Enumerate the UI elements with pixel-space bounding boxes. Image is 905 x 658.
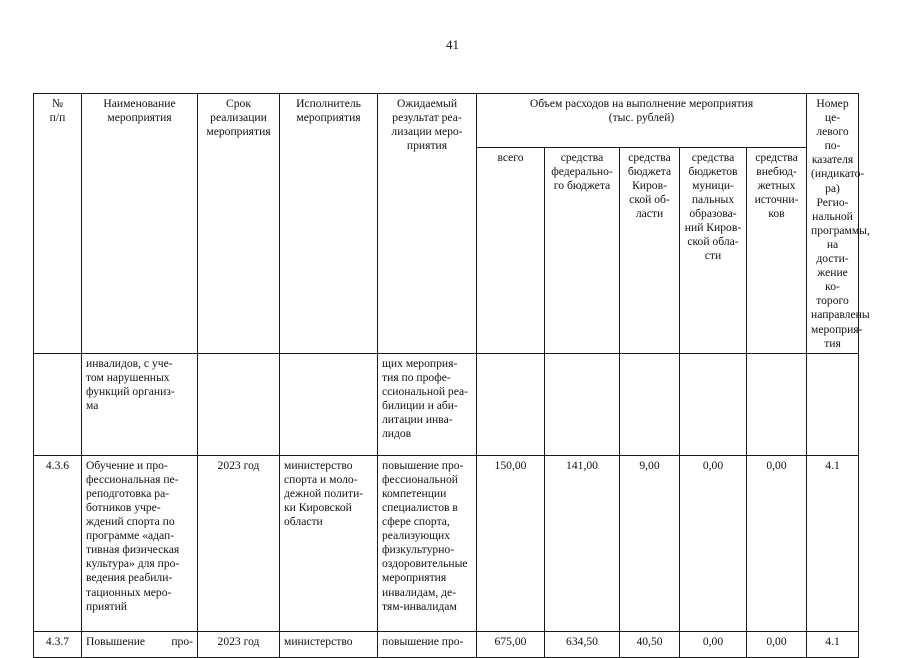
cell-indicator: 4.1 bbox=[807, 455, 859, 631]
cell-num: 4.3.7 bbox=[34, 631, 82, 657]
table-row bbox=[34, 631, 859, 657]
header-term: Срок реализации мероприятия bbox=[198, 94, 280, 354]
cell-executor bbox=[280, 353, 378, 455]
header-extrabudget: средства внебюд- жетных источни- ков bbox=[747, 147, 807, 353]
cell-indicator: 4.1 bbox=[807, 631, 859, 657]
cell-regional bbox=[620, 353, 680, 455]
cell-result: повышение про- фессиональной компетенции специалистов в сфере спорта, реализующих физкультурно- оздоровительные мероприятия инвалидам, де- тям-инвалидам bbox=[378, 455, 477, 631]
cell-executor: министерство спорта и моло- дежной полити- ки Кировской области bbox=[280, 455, 378, 631]
table-row-continuation bbox=[34, 353, 859, 455]
header-municipal: средства бюджетов муници- пальных образова- ний Киров- ской обла- сти bbox=[680, 147, 747, 353]
header-executor: Исполнитель мероприятия bbox=[280, 94, 378, 354]
header-expenses: Объем расходов на выполнение мероприятия (тыс. рублей) bbox=[477, 94, 807, 148]
cell-regional: 9,00 bbox=[620, 455, 680, 631]
header-indicator: Номер це- левого по- казателя (индикато- ра) Регио- нальной программы, на дости- жение ко- торого направлены мероприя- тия bbox=[807, 94, 859, 354]
cell-municipal: 0,00 bbox=[680, 631, 747, 657]
header-row bbox=[34, 94, 859, 148]
cell-municipal: 0,00 bbox=[680, 455, 747, 631]
cell-name: Повышение про- bbox=[82, 631, 198, 657]
cell-federal bbox=[545, 353, 620, 455]
cell-term: 2023 год bbox=[198, 631, 280, 657]
cell-term bbox=[198, 353, 280, 455]
header-federal: средства федерально- го бюджета bbox=[545, 147, 620, 353]
cell-extrabudget: 0,00 bbox=[747, 631, 807, 657]
table-row bbox=[34, 455, 859, 631]
cell-total bbox=[477, 353, 545, 455]
cell-result: щих мероприя- тия по профе- ссиональной реа- билиции и аби- литации инва- лидов bbox=[378, 353, 477, 455]
cell-total: 150,00 bbox=[477, 455, 545, 631]
cell-extrabudget: 0,00 bbox=[747, 455, 807, 631]
cell-result: повышение про- bbox=[378, 631, 477, 657]
cell-federal: 141,00 bbox=[545, 455, 620, 631]
cell-executor: министерство bbox=[280, 631, 378, 657]
cell-extrabudget bbox=[747, 353, 807, 455]
cell-federal: 634,50 bbox=[545, 631, 620, 657]
cell-num bbox=[34, 353, 82, 455]
cell-indicator bbox=[807, 353, 859, 455]
header-num: № п/п bbox=[34, 94, 82, 354]
cell-term: 2023 год bbox=[198, 455, 280, 631]
cell-name: Обучение и про- фессиональная пе- реподготовка ра- ботников учре- ждений спорта по программе «адап- тивная физическая культура» для про- ведения реабили- тационных меро- приятий bbox=[82, 455, 198, 631]
header-result: Ожидаемый результат реа- лизации меро- приятия bbox=[378, 94, 477, 354]
header-total: всего bbox=[477, 147, 545, 353]
page-number: 41 bbox=[446, 37, 459, 52]
header-name: Наименование мероприятия bbox=[82, 94, 198, 354]
expenses-table bbox=[33, 93, 870, 658]
header-regional: средства бюджета Киров- ской об- ласти bbox=[620, 147, 680, 353]
cell-num: 4.3.6 bbox=[34, 455, 82, 631]
cell-regional: 40,50 bbox=[620, 631, 680, 657]
cell-municipal bbox=[680, 353, 747, 455]
cell-name: инвалидов, с уче- том нарушенных функций организ- ма bbox=[82, 353, 198, 455]
cell-total: 675,00 bbox=[477, 631, 545, 657]
